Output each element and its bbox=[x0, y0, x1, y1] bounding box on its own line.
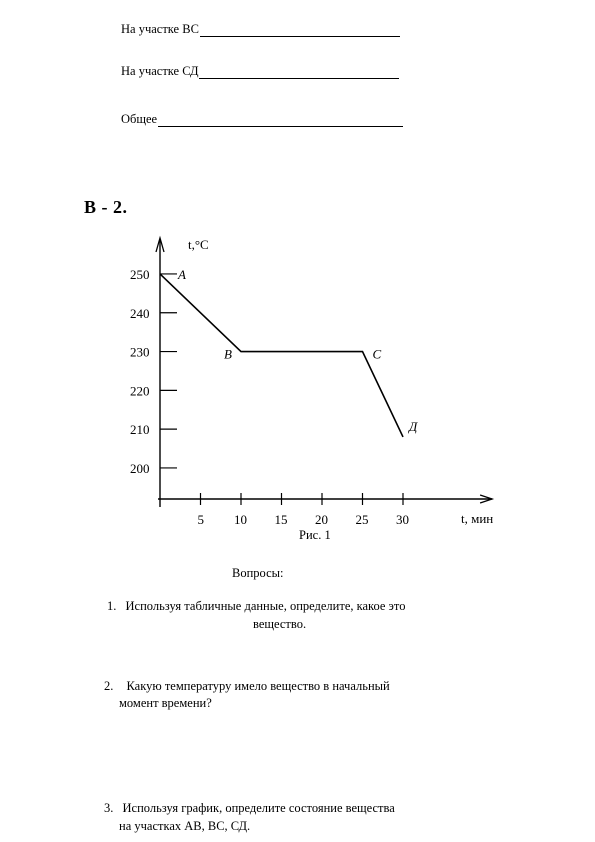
x-tick-label: 25 bbox=[355, 512, 369, 527]
point-label: С bbox=[372, 346, 382, 362]
y-tick-label: 220 bbox=[130, 383, 150, 399]
y-tick-label: 200 bbox=[130, 460, 150, 476]
question-text: Используя табличные данные, определите, какое это bbox=[125, 599, 406, 613]
temperature-series-line bbox=[160, 274, 403, 437]
point-label: В bbox=[224, 346, 232, 362]
question-2-cont: момент времени? bbox=[119, 696, 212, 710]
fill-line-label: На участке СД bbox=[121, 64, 199, 78]
fill-line-label: На участке ВС bbox=[121, 22, 199, 36]
question-1-cont: вещество. bbox=[253, 617, 307, 631]
question-3-cont: на участках АВ, ВС, СД. bbox=[119, 819, 251, 833]
question-1 bbox=[107, 597, 405, 615]
x-tick-label: 5 bbox=[197, 512, 204, 527]
question-number: 1. bbox=[107, 599, 117, 613]
x-tick-label: 15 bbox=[274, 512, 288, 527]
x-tick-label: 30 bbox=[396, 512, 409, 527]
question-3 bbox=[104, 799, 395, 817]
y-tick-label: 210 bbox=[130, 422, 150, 438]
question-number: 2. bbox=[104, 679, 114, 693]
x-tick-label: 20 bbox=[315, 512, 328, 527]
section-heading: В - 2. bbox=[84, 197, 128, 217]
y-tick-label: 240 bbox=[130, 305, 150, 321]
x-axis-label: t, мин bbox=[461, 511, 494, 526]
point-label: А bbox=[178, 266, 186, 282]
question-number: 3. bbox=[104, 801, 114, 815]
fill-line-label: Общее bbox=[121, 112, 158, 126]
question-text: Используя график, определите состояние вещества bbox=[122, 801, 395, 815]
point-label: Д bbox=[409, 418, 418, 434]
x-tick-label: 10 bbox=[234, 512, 247, 527]
y-tick-label: 250 bbox=[130, 266, 150, 282]
question-2 bbox=[104, 677, 390, 695]
questions-title: Вопросы: bbox=[232, 566, 284, 580]
question-text: Какую температуру имело вещество в начальный bbox=[126, 679, 390, 693]
y-axis-label: t,°C bbox=[188, 237, 209, 252]
y-tick-label: 230 bbox=[130, 344, 150, 360]
figure-caption: Рис. 1 bbox=[299, 528, 331, 542]
